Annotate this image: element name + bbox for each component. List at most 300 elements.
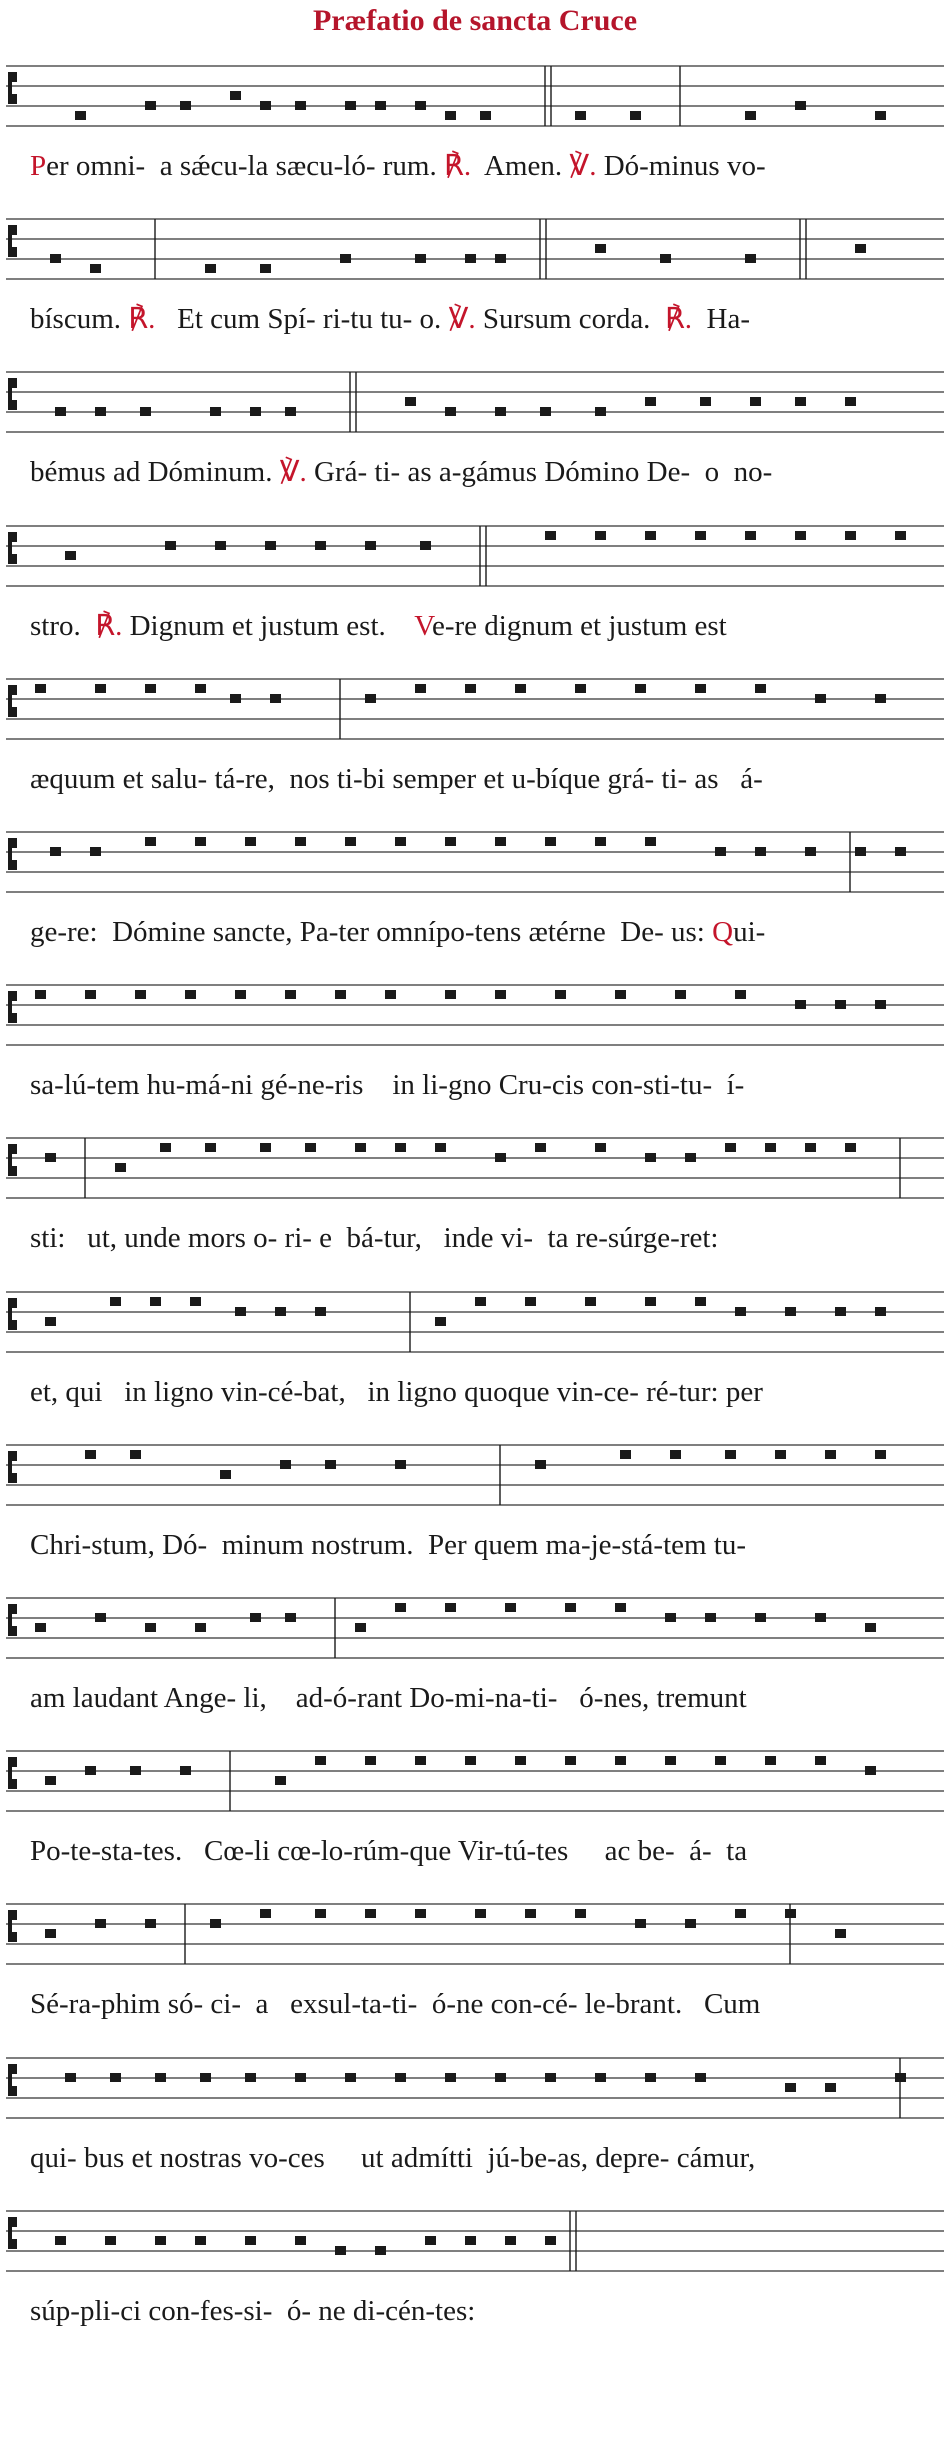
punctum-neume [875, 694, 886, 703]
punctum-neume [585, 1297, 596, 1306]
chant-system [0, 1431, 950, 1581]
punctum-neume [575, 684, 586, 693]
chant-system [0, 52, 950, 202]
c-clef-icon [8, 1298, 17, 1330]
punctum-neume [180, 101, 191, 110]
punctum-neume [285, 1613, 296, 1622]
lyric-line [30, 761, 940, 797]
lyric-text: sa-lú-tem hu-má-ni gé-ne-ris in li-gno Cru-cis con-sti-tu- í- [30, 1069, 745, 1102]
punctum-neume [660, 254, 671, 263]
punctum-neume [95, 1613, 106, 1622]
punctum-neume [715, 1756, 726, 1765]
staff [0, 2197, 950, 2289]
punctum-neume [785, 1909, 796, 1918]
lyric-line [30, 1374, 940, 1410]
punctum-neume [755, 684, 766, 693]
punctum-neume [195, 1623, 206, 1632]
punctum-neume [365, 541, 376, 550]
punctum-neume [395, 1143, 406, 1152]
punctum-neume [535, 1460, 546, 1469]
punctum-neume [765, 1143, 776, 1152]
lyric-line [30, 1833, 940, 1869]
punctum-neume [415, 1909, 426, 1918]
punctum-neume [495, 837, 506, 846]
punctum-neume [875, 1450, 886, 1459]
punctum-neume [815, 1613, 826, 1622]
lyric-line [30, 301, 940, 337]
punctum-neume [160, 1143, 171, 1152]
c-clef-icon [8, 2217, 17, 2249]
punctum-neume [645, 2073, 656, 2082]
punctum-neume [785, 2083, 796, 2092]
punctum-neume [540, 407, 551, 416]
punctum-neume [95, 684, 106, 693]
punctum-neume [340, 254, 351, 263]
punctum-neume [105, 2236, 116, 2245]
lyric-text: bémus ad Dóminum. [30, 456, 280, 489]
punctum-neume [65, 2073, 76, 2082]
punctum-neume [375, 2246, 386, 2255]
lyric-text: stro. [30, 609, 96, 642]
punctum-neume [150, 1297, 161, 1306]
punctum-neume [835, 1929, 846, 1938]
punctum-neume [615, 1603, 626, 1612]
punctum-neume [35, 1623, 46, 1632]
punctum-neume [295, 837, 306, 846]
c-clef-icon [8, 225, 17, 257]
punctum-neume [260, 264, 271, 273]
punctum-neume [85, 1450, 96, 1459]
punctum-neume [355, 1623, 366, 1632]
punctum-neume [335, 2246, 346, 2255]
punctum-neume [665, 1613, 676, 1622]
c-clef-icon [8, 838, 17, 870]
punctum-neume [565, 1603, 576, 1612]
staff [0, 52, 950, 144]
punctum-neume [275, 1307, 286, 1316]
lyric-text: Dignum et justum est. [122, 609, 415, 642]
lyric-text: er omni- a sǽcu-la sæcu-ló- rum. [46, 150, 444, 182]
punctum-neume [495, 1153, 506, 1162]
staff [0, 1890, 950, 1982]
punctum-neume [445, 111, 456, 120]
punctum-neume [305, 1143, 316, 1152]
rubric-mark: ℟. [95, 609, 123, 642]
lyric-line [30, 2293, 940, 2329]
punctum-neume [630, 111, 641, 120]
punctum-neume [755, 1613, 766, 1622]
chant-system [0, 971, 950, 1121]
punctum-neume [825, 1450, 836, 1459]
chant-system [0, 1890, 950, 2040]
punctum-neume [635, 684, 646, 693]
rubric-mark: ℟. [664, 303, 693, 336]
punctum-neume [435, 1317, 446, 1326]
chant-system [0, 1124, 950, 1274]
punctum-neume [865, 1623, 876, 1632]
punctum-neume [645, 1297, 656, 1306]
punctum-neume [245, 2073, 256, 2082]
punctum-neume [645, 531, 656, 540]
punctum-neume [670, 1450, 681, 1459]
punctum-neume [45, 1776, 56, 1785]
lyric-line [30, 1680, 940, 1716]
punctum-neume [90, 847, 101, 856]
lyric-line [30, 1527, 940, 1563]
punctum-neume [685, 1153, 696, 1162]
punctum-neume [395, 2073, 406, 2082]
lyric-line [30, 608, 940, 644]
punctum-neume [695, 1297, 706, 1306]
lyric-text: æquum et salu- tá-re, nos ti-bi semper et u-bíque grá- ti- as á- [30, 762, 763, 795]
lyric-text: ui- [733, 916, 766, 948]
punctum-neume [365, 1756, 376, 1765]
punctum-neume [395, 1460, 406, 1469]
punctum-neume [195, 837, 206, 846]
punctum-neume [250, 1613, 261, 1622]
punctum-neume [230, 694, 241, 703]
c-clef-icon [8, 532, 17, 564]
lyric-text: Sursum corda. [475, 303, 665, 336]
punctum-neume [545, 2236, 556, 2245]
punctum-neume [495, 2073, 506, 2082]
punctum-neume [195, 684, 206, 693]
staff [0, 665, 950, 757]
punctum-neume [265, 541, 276, 550]
lyric-text: Dó-minus vo- [596, 150, 766, 182]
punctum-neume [395, 1603, 406, 1612]
punctum-neume [465, 2236, 476, 2245]
c-clef-icon [8, 2064, 17, 2096]
punctum-neume [675, 990, 686, 999]
punctum-neume [245, 2236, 256, 2245]
punctum-neume [155, 2236, 166, 2245]
rubric-mark: P [30, 150, 47, 182]
punctum-neume [875, 1307, 886, 1316]
punctum-neume [495, 254, 506, 263]
punctum-neume [735, 990, 746, 999]
punctum-neume [185, 990, 196, 999]
staff [0, 818, 950, 910]
lyric-text: Amen. [471, 150, 570, 182]
punctum-neume [35, 990, 46, 999]
lyric-text: bíscum. [30, 303, 129, 336]
punctum-neume [395, 837, 406, 846]
punctum-neume [895, 2073, 906, 2082]
punctum-neume [110, 2073, 121, 2082]
rubric-mark: ℟. [128, 303, 156, 336]
punctum-neume [155, 2073, 166, 2082]
punctum-neume [695, 531, 706, 540]
punctum-neume [615, 990, 626, 999]
punctum-neume [700, 397, 711, 406]
rubric-mark: ℣. [569, 150, 597, 182]
punctum-neume [645, 397, 656, 406]
punctum-neume [230, 91, 241, 100]
punctum-neume [315, 1909, 326, 1918]
staff [0, 205, 950, 297]
c-clef-icon [8, 1604, 17, 1636]
punctum-neume [565, 1756, 576, 1765]
punctum-neume [135, 990, 146, 999]
punctum-neume [535, 1143, 546, 1152]
punctum-neume [210, 1919, 221, 1928]
punctum-neume [210, 407, 221, 416]
punctum-neume [815, 694, 826, 703]
c-clef-icon [8, 1757, 17, 1789]
punctum-neume [705, 1613, 716, 1622]
punctum-neume [815, 1756, 826, 1765]
punctum-neume [345, 2073, 356, 2082]
punctum-neume [415, 254, 426, 263]
punctum-neume [575, 1909, 586, 1918]
punctum-neume [445, 407, 456, 416]
punctum-neume [285, 990, 296, 999]
punctum-neume [235, 1307, 246, 1316]
c-clef-icon [8, 991, 17, 1023]
punctum-neume [525, 1909, 536, 1918]
punctum-neume [555, 990, 566, 999]
punctum-neume [220, 1470, 231, 1479]
punctum-neume [795, 397, 806, 406]
punctum-neume [745, 531, 756, 540]
lyric-text: Sé-ra-phim só- ci- a exsul-ta-ti- ó-ne con-cé- le-brant. Cum [30, 1988, 761, 2021]
punctum-neume [595, 837, 606, 846]
page-title: Præfatio de sancta Cruce [312, 4, 638, 37]
punctum-neume [260, 1909, 271, 1918]
punctum-neume [855, 847, 866, 856]
lyric-text: qui- bus et nostras vo-ces ut admítti jú-be-as, depre- cámur, [30, 2141, 756, 2174]
punctum-neume [75, 111, 86, 120]
punctum-neume [665, 1756, 676, 1765]
punctum-neume [140, 407, 151, 416]
punctum-neume [285, 407, 296, 416]
lyric-line [30, 1220, 940, 1256]
lyric-text: Chri-stum, Dó- minum nostrum. Per quem ma-je-stá-tem tu- [30, 1528, 747, 1561]
punctum-neume [805, 1143, 816, 1152]
c-clef-icon [8, 1144, 17, 1176]
chant-system [0, 1737, 950, 1887]
punctum-neume [795, 1000, 806, 1009]
punctum-neume [85, 990, 96, 999]
punctum-neume [85, 1766, 96, 1775]
chant-system [0, 358, 950, 508]
punctum-neume [415, 1756, 426, 1765]
punctum-neume [825, 2083, 836, 2092]
punctum-neume [755, 847, 766, 856]
punctum-neume [275, 1776, 286, 1785]
punctum-neume [835, 1000, 846, 1009]
lyric-text: Ha- [692, 303, 751, 336]
punctum-neume [315, 1756, 326, 1765]
punctum-neume [45, 1929, 56, 1938]
punctum-neume [180, 1766, 191, 1775]
c-clef-icon [8, 378, 17, 410]
punctum-neume [595, 531, 606, 540]
lyric-text: am laudant Ange- li, ad-ó-rant Do-mi-na-ti- ó-nes, tremunt [30, 1682, 747, 1714]
punctum-neume [725, 1450, 736, 1459]
chant-system [0, 1278, 950, 1428]
punctum-neume [190, 1297, 201, 1306]
chant-system [0, 818, 950, 968]
punctum-neume [365, 694, 376, 703]
punctum-neume [545, 2073, 556, 2082]
punctum-neume [355, 1143, 366, 1152]
punctum-neume [465, 254, 476, 263]
punctum-neume [895, 531, 906, 540]
punctum-neume [685, 1919, 696, 1928]
punctum-neume [55, 2236, 66, 2245]
staff [0, 971, 950, 1063]
staff [0, 358, 950, 450]
punctum-neume [260, 101, 271, 110]
punctum-neume [235, 990, 246, 999]
punctum-neume [595, 2073, 606, 2082]
punctum-neume [845, 397, 856, 406]
punctum-neume [795, 101, 806, 110]
punctum-neume [195, 2236, 206, 2245]
punctum-neume [295, 101, 306, 110]
punctum-neume [595, 1143, 606, 1152]
punctum-neume [745, 111, 756, 120]
punctum-neume [525, 1297, 536, 1306]
punctum-neume [715, 847, 726, 856]
punctum-neume [615, 1756, 626, 1765]
punctum-neume [595, 244, 606, 253]
punctum-neume [745, 254, 756, 263]
punctum-neume [110, 1297, 121, 1306]
punctum-neume [65, 551, 76, 560]
punctum-neume [295, 2073, 306, 2082]
punctum-neume [365, 1909, 376, 1918]
punctum-neume [200, 2073, 211, 2082]
staff [0, 1737, 950, 1829]
punctum-neume [635, 1919, 646, 1928]
punctum-neume [95, 1919, 106, 1928]
punctum-neume [495, 407, 506, 416]
punctum-neume [505, 1603, 516, 1612]
punctum-neume [315, 1307, 326, 1316]
lyric-line [30, 454, 940, 490]
punctum-neume [250, 407, 261, 416]
punctum-neume [445, 1603, 456, 1612]
lyric-text: e-re dignum et justum est [431, 609, 727, 642]
punctum-neume [280, 1460, 291, 1469]
punctum-neume [45, 1153, 56, 1162]
punctum-neume [205, 264, 216, 273]
punctum-neume [465, 684, 476, 693]
punctum-neume [695, 2073, 706, 2082]
chant-system [0, 2197, 950, 2347]
staff [0, 512, 950, 604]
punctum-neume [145, 1623, 156, 1632]
punctum-neume [785, 1307, 796, 1316]
punctum-neume [775, 1450, 786, 1459]
punctum-neume [515, 684, 526, 693]
punctum-neume [35, 684, 46, 693]
punctum-neume [415, 101, 426, 110]
punctum-neume [50, 254, 61, 263]
chant-system [0, 205, 950, 355]
punctum-neume [335, 990, 346, 999]
punctum-neume [130, 1766, 141, 1775]
punctum-neume [425, 2236, 436, 2245]
punctum-neume [345, 837, 356, 846]
punctum-neume [445, 990, 456, 999]
punctum-neume [205, 1143, 216, 1152]
punctum-neume [445, 837, 456, 846]
punctum-neume [805, 847, 816, 856]
punctum-neume [645, 837, 656, 846]
punctum-neume [480, 111, 491, 120]
punctum-neume [130, 1450, 141, 1459]
punctum-neume [875, 1000, 886, 1009]
punctum-neume [735, 1909, 746, 1918]
punctum-neume [270, 694, 281, 703]
staff [0, 1584, 950, 1676]
lyric-line [30, 2140, 940, 2176]
punctum-neume [260, 1143, 271, 1152]
punctum-neume [495, 990, 506, 999]
punctum-neume [295, 2236, 306, 2245]
punctum-neume [145, 101, 156, 110]
c-clef-icon [8, 72, 17, 104]
punctum-neume [695, 684, 706, 693]
c-clef-icon [8, 1910, 17, 1942]
punctum-neume [725, 1143, 736, 1152]
rubric-mark: V [414, 609, 432, 642]
punctum-neume [215, 541, 226, 550]
chant-system [0, 512, 950, 662]
punctum-neume [375, 101, 386, 110]
punctum-neume [90, 264, 101, 273]
rubric-mark: ℣. [279, 456, 307, 489]
lyric-text: et, qui in ligno vin-cé-bat, in ligno quoque vin-ce- ré-tur: per [30, 1375, 763, 1408]
staff [0, 1124, 950, 1216]
rubric-mark: ℣. [448, 303, 476, 336]
lyric-text: ge-re: Dómine sancte, Pa-ter omnípo-tens ætérne De- us: [30, 916, 713, 948]
punctum-neume [475, 1909, 486, 1918]
punctum-neume [645, 1153, 656, 1162]
punctum-neume [620, 1450, 631, 1459]
punctum-neume [385, 990, 396, 999]
punctum-neume [145, 684, 156, 693]
punctum-neume [895, 847, 906, 856]
punctum-neume [50, 847, 61, 856]
punctum-neume [315, 541, 326, 550]
punctum-neume [435, 1143, 446, 1152]
punctum-neume [765, 1756, 776, 1765]
punctum-neume [95, 407, 106, 416]
staff [0, 1431, 950, 1523]
punctum-neume [345, 101, 356, 110]
punctum-neume [545, 837, 556, 846]
chant-system [0, 2044, 950, 2194]
lyric-text: súp-pli-ci con-fes-si- ó- ne di-cén-tes: [30, 2294, 476, 2327]
punctum-neume [325, 1460, 336, 1469]
lyric-line [30, 148, 940, 184]
punctum-neume [735, 1307, 746, 1316]
punctum-neume [55, 407, 66, 416]
punctum-neume [505, 2236, 516, 2245]
punctum-neume [45, 1317, 56, 1326]
punctum-neume [845, 1143, 856, 1152]
punctum-neume [575, 111, 586, 120]
lyric-text: sti: ut, unde mors o- ri- e bá-tur, inde vi- ta re-súrge-ret: [30, 1222, 719, 1255]
punctum-neume [875, 111, 886, 120]
punctum-neume [165, 541, 176, 550]
staff [0, 1278, 950, 1370]
